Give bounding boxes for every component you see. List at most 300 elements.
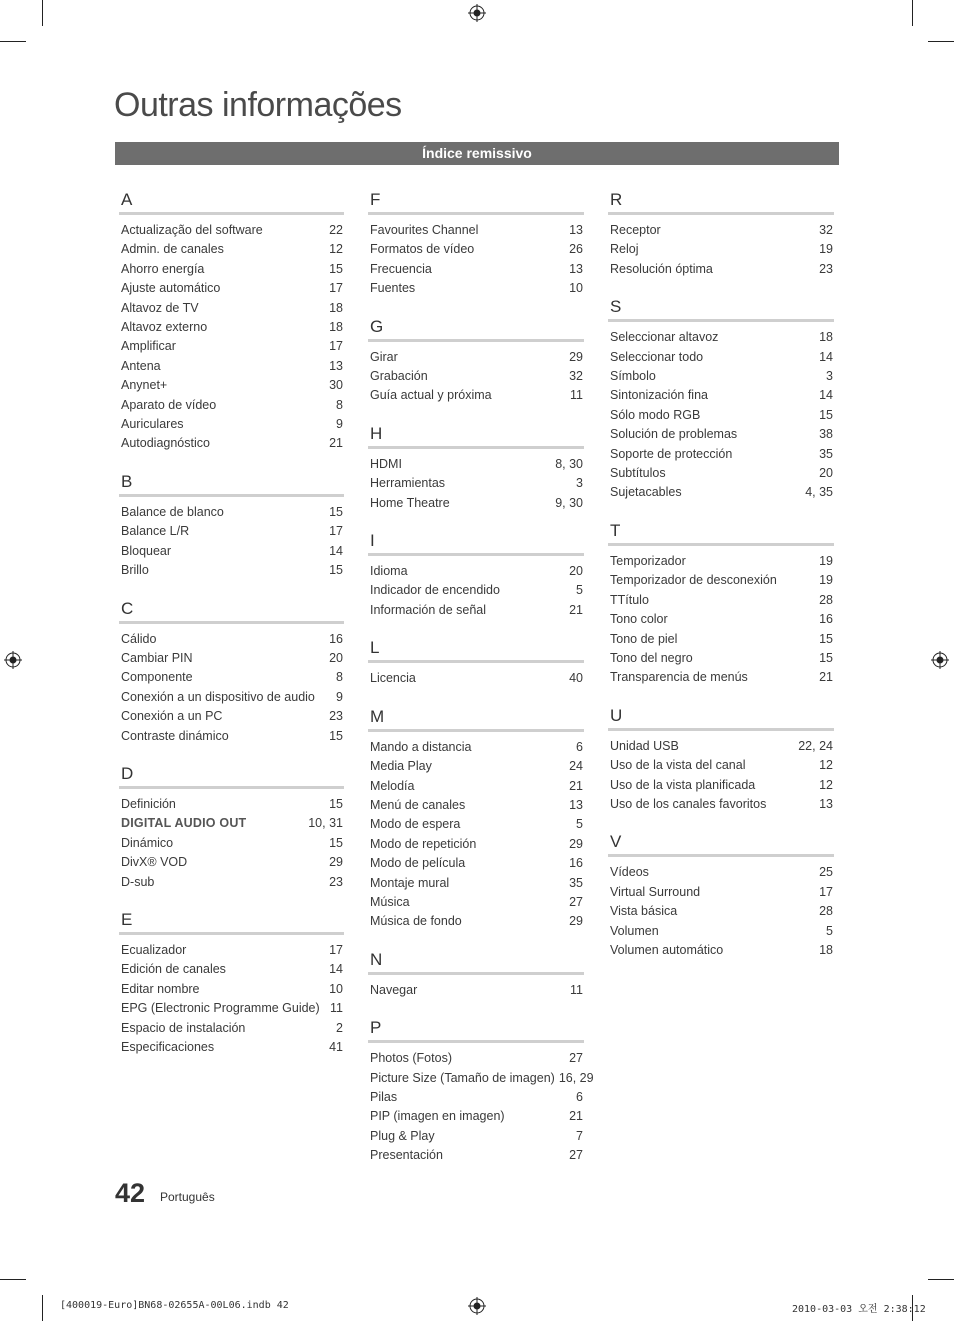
index-section-p <box>368 1018 594 1165</box>
index-entry <box>368 494 584 513</box>
index-letter-heading: P <box>368 1018 584 1043</box>
index-entry-term: Sintonización fina <box>610 388 708 403</box>
index-entry-term: Girar <box>370 349 398 364</box>
index-entry-term: Música <box>370 894 410 909</box>
index-entry <box>119 522 344 541</box>
crop-mark <box>42 1295 43 1321</box>
index-entry <box>368 1146 584 1165</box>
index-entry-page: 12 <box>819 758 833 773</box>
index-entry-term: Conexión a un PC <box>121 709 223 724</box>
index-entry-page: 9, 30 <box>555 495 583 510</box>
index-entry-term: Temporizador de desconexión <box>610 573 777 588</box>
index-entry-page: 40 <box>569 671 583 686</box>
index-entry-page: 21 <box>569 602 583 617</box>
crop-mark <box>0 1279 26 1280</box>
index-entry <box>119 415 344 434</box>
index-letter-heading: H <box>368 424 584 449</box>
index-entry-term: Amplificar <box>121 339 176 354</box>
index-entry-page: 32 <box>569 369 583 384</box>
index-entry-term: Virtual Surround <box>610 884 701 899</box>
index-entry-page: 5 <box>576 817 583 832</box>
index-column-3 <box>608 190 834 978</box>
index-entry-term: Ajuste automático <box>121 281 221 296</box>
index-entry-page: 15 <box>329 563 343 578</box>
index-entry-term: Conexión a un dispositivo de audio <box>121 689 315 704</box>
index-entry-page: 20 <box>819 466 833 481</box>
index-letter-heading: F <box>368 190 584 215</box>
index-section-f <box>368 190 584 299</box>
index-entry <box>608 756 834 775</box>
index-entry-term: Resolución óptima <box>610 261 713 276</box>
index-entry-term: Mando a distancia <box>370 739 472 754</box>
index-entry <box>119 299 344 318</box>
index-entry-page: 13 <box>569 797 583 812</box>
index-entry-page: 28 <box>819 904 833 919</box>
index-entry-term: Admin. de canales <box>121 242 224 257</box>
index-entry <box>368 1088 584 1107</box>
index-entry-term: Frecuencia <box>370 261 432 276</box>
index-entry-page: 21 <box>819 670 833 685</box>
index-entry-page: 29 <box>569 836 583 851</box>
index-entry-page: 17 <box>329 942 343 957</box>
index-entry-term: Cálido <box>121 631 157 646</box>
index-entry-page: 6 <box>576 739 583 754</box>
index-entry <box>119 1038 344 1057</box>
index-entry-term: Licencia <box>370 671 416 686</box>
index-entry-term: Tono color <box>610 612 668 627</box>
index-entry <box>119 434 344 453</box>
index-entry-page: 19 <box>819 553 833 568</box>
index-entry <box>608 221 834 240</box>
crop-mark <box>928 1279 954 1280</box>
index-entry <box>368 777 584 796</box>
index-entry-term: Grabación <box>370 369 428 384</box>
index-entry-term: Editar nombre <box>121 981 200 996</box>
index-entry-page: 15 <box>819 407 833 422</box>
index-entry <box>119 561 344 580</box>
index-entry <box>119 396 344 415</box>
index-entry-term: Dinámico <box>121 835 174 850</box>
index-entry-term: Símbolo <box>610 369 656 384</box>
index-entry <box>608 795 834 814</box>
index-entry-page: 17 <box>329 524 343 539</box>
index-entry-page: 16 <box>569 856 583 871</box>
index-entry-term: Temporizador <box>610 553 686 568</box>
index-entry-term: Modo de espera <box>370 817 461 832</box>
index-entry <box>608 610 834 629</box>
index-entry <box>368 221 584 240</box>
page-title: Outras informações <box>114 86 402 124</box>
index-entry-term: PIP (imagen en imagen) <box>370 1109 505 1124</box>
index-section-a <box>119 190 344 454</box>
index-entry-page: 7 <box>576 1128 583 1143</box>
index-entry-term: Edición de canales <box>121 962 226 977</box>
index-section-v <box>608 832 834 960</box>
index-entry <box>368 669 584 688</box>
index-entry-term: Aparato de vídeo <box>121 397 217 412</box>
index-entry-page: 18 <box>819 330 833 345</box>
index-entry-term: Especificaciones <box>121 1040 215 1054</box>
index-entry-page: 28 <box>819 592 833 607</box>
index-entry-term: TTítulo <box>610 592 649 607</box>
index-entry <box>608 328 834 347</box>
index-entry-page: 16 <box>819 612 833 627</box>
index-entry <box>119 260 344 279</box>
index-entry <box>368 893 584 912</box>
index-entry-page: 27 <box>569 894 583 909</box>
index-entry-page: 15 <box>329 261 343 276</box>
index-entry-term: Información de señal <box>370 602 487 617</box>
index-entry-term: Subtítulos <box>610 466 666 481</box>
index-entry-page: 32 <box>819 223 833 237</box>
index-entry-page: 13 <box>819 796 833 811</box>
index-entry <box>368 260 584 279</box>
index-entry-term: Altavoz de TV <box>121 300 199 315</box>
index-entry-term: Home Theatre <box>370 495 450 510</box>
index-entry <box>608 922 834 941</box>
index-entry <box>608 367 834 386</box>
index-entry-page: 8 <box>336 397 343 412</box>
index-entry-term: Espacio de instalación <box>121 1020 246 1035</box>
index-entry-term: Menú de canales <box>370 797 466 812</box>
index-entry <box>119 960 344 979</box>
index-letter-heading: L <box>368 638 584 663</box>
registration-mark-icon <box>931 651 949 669</box>
index-entry-page: 20 <box>329 650 343 665</box>
index-entry <box>608 552 834 571</box>
index-entry <box>119 999 344 1018</box>
index-letter-heading: B <box>119 472 344 497</box>
index-entry <box>368 1049 584 1068</box>
index-section-g <box>368 317 584 406</box>
index-entry-term: Fuentes <box>370 281 416 296</box>
index-section-n <box>368 950 584 1000</box>
index-entry <box>368 981 584 1000</box>
index-entry-term: Tono de piel <box>610 631 678 646</box>
index-entry-page: 15 <box>819 631 833 646</box>
index-entry <box>368 240 584 259</box>
index-entry-term: Unidad USB <box>610 738 679 753</box>
index-entry-term: Indicador de encendido <box>370 583 500 598</box>
index-entry <box>608 863 834 882</box>
index-entry-page: 6 <box>576 1089 583 1104</box>
index-entry-page: 3 <box>826 369 833 384</box>
index-entry-page: 17 <box>819 884 833 899</box>
index-letter-heading: V <box>608 832 834 857</box>
index-entry-term: Seleccionar altavoz <box>610 330 719 345</box>
index-letter-heading: A <box>119 190 344 215</box>
index-entry <box>608 445 834 464</box>
index-entry-term: Volumen automático <box>610 942 724 957</box>
index-entry <box>119 814 344 833</box>
index-entry <box>119 376 344 395</box>
index-entry-term: EPG (Electronic Programme Guide) <box>121 1001 320 1016</box>
index-entry-term: Media Play <box>370 759 432 774</box>
index-entry-page: 11 <box>330 1001 343 1016</box>
index-entry-page: 14 <box>819 349 833 364</box>
index-entry <box>368 874 584 893</box>
index-column-1 <box>119 190 344 1075</box>
index-section-r <box>608 190 834 279</box>
index-entry-term: Seleccionar todo <box>610 349 704 364</box>
index-entry <box>119 707 344 726</box>
index-entry-page: 19 <box>819 242 833 257</box>
index-entry <box>119 240 344 259</box>
index-entry-page: 17 <box>329 281 343 296</box>
index-entry-term: Ecualizador <box>121 942 187 957</box>
index-entry-page: 10 <box>569 281 583 296</box>
index-entry-page: 13 <box>329 358 343 373</box>
index-entry-term: Uso de la vista del canal <box>610 758 746 773</box>
index-entry-term: Reloj <box>610 242 639 257</box>
index-entry-page: 10, 31 <box>308 816 343 831</box>
index-entry-term: Componente <box>121 670 193 685</box>
index-entry-term: Uso de los canales favoritos <box>610 796 767 811</box>
index-entry <box>368 601 584 620</box>
index-entry <box>368 279 584 298</box>
index-entry-page: 23 <box>819 261 833 276</box>
index-letter-heading: G <box>368 317 584 342</box>
index-letter-heading: N <box>368 950 584 975</box>
index-entry-page: 25 <box>819 865 833 880</box>
index-entry-page: 16 <box>329 631 343 646</box>
index-entry-page: 24 <box>569 759 583 774</box>
index-entry-page: 10 <box>329 981 343 996</box>
index-entry-term: Cambiar PIN <box>121 650 193 665</box>
index-section-b <box>119 472 344 581</box>
index-entry <box>368 367 584 386</box>
index-entry-term: Favourites Channel <box>370 223 479 237</box>
index-entry <box>368 1107 584 1126</box>
index-entry-term: Pilas <box>370 1089 398 1104</box>
index-entry-term: Receptor <box>610 223 661 237</box>
index-entry-page: 29 <box>569 349 583 364</box>
index-entry-page: 27 <box>569 1051 583 1066</box>
index-entry <box>608 406 834 425</box>
index-entry <box>119 941 344 960</box>
index-entry-term: D-sub <box>121 874 155 889</box>
index-letter-heading: E <box>119 910 344 935</box>
index-entry-page: 21 <box>569 778 583 793</box>
index-entry <box>368 738 584 757</box>
index-entry-page: 30 <box>329 378 343 393</box>
index-entry-term: Transparencia de menús <box>610 670 748 685</box>
index-entry <box>608 483 834 502</box>
index-entry-page: 14 <box>329 962 343 977</box>
index-entry-term: DivX® VOD <box>121 855 188 870</box>
index-entry-page: 23 <box>329 874 343 889</box>
index-entry-page: 15 <box>329 728 343 743</box>
index-entry-page: 20 <box>569 564 583 579</box>
index-entry <box>368 386 584 405</box>
index-letter-heading: I <box>368 531 584 556</box>
index-entry <box>119 503 344 522</box>
index-section-s <box>608 297 834 503</box>
index-entry <box>608 260 834 279</box>
index-entry-term: Presentación <box>370 1148 443 1163</box>
index-entry-term: Modo de película <box>370 856 466 871</box>
index-entry <box>119 980 344 999</box>
index-entry-page: 38 <box>819 427 833 442</box>
index-entry <box>368 474 584 493</box>
index-section-e <box>119 910 344 1057</box>
index-entry-page: 29 <box>329 855 343 870</box>
index-entry-page: 13 <box>569 223 583 237</box>
index-entry-page: 18 <box>329 320 343 335</box>
index-entry-term: Idioma <box>370 564 408 579</box>
index-entry <box>608 240 834 259</box>
index-entry-page: 5 <box>576 583 583 598</box>
index-entry <box>608 425 834 444</box>
index-entry-page: 2 <box>336 1020 343 1035</box>
registration-mark-icon <box>468 4 486 22</box>
index-entry <box>119 1019 344 1038</box>
index-entry-term: Contraste dinámico <box>121 728 229 743</box>
index-entry-term: Auriculares <box>121 417 184 432</box>
index-entry-term: Plug & Play <box>370 1128 435 1143</box>
index-entry-term: Sujetacables <box>610 485 682 500</box>
index-entry-page: 17 <box>329 339 343 354</box>
index-entry-page: 22 <box>329 223 343 237</box>
index-entry-page: 11 <box>570 388 583 403</box>
index-entry <box>608 571 834 590</box>
index-entry-term: Navegar <box>370 982 418 997</box>
index-entry-page: 18 <box>329 300 343 315</box>
index-section-m <box>368 707 584 932</box>
index-entry <box>608 883 834 902</box>
index-entry-term: Solución de problemas <box>610 427 738 442</box>
page-number: 42 <box>115 1178 146 1208</box>
index-entry-term: Guía actual y próxima <box>370 388 492 403</box>
index-entry-term: Anynet+ <box>121 378 168 393</box>
index-letter-heading: R <box>608 190 834 215</box>
crop-mark <box>928 41 954 42</box>
index-entry-term: Actualização del software <box>121 223 263 237</box>
index-entry-page: 21 <box>569 1109 583 1124</box>
index-entry-term: Brillo <box>121 563 149 578</box>
index-entry-term: Música de fondo <box>370 914 462 929</box>
index-entry-page: 19 <box>819 573 833 588</box>
index-entry-term: Bloquear <box>121 543 172 558</box>
index-entry <box>119 873 344 892</box>
index-entry <box>119 318 344 337</box>
index-section-h <box>368 424 584 513</box>
index-entry <box>368 815 584 834</box>
index-section-l <box>368 638 584 688</box>
index-entry <box>119 630 344 649</box>
index-entry-page: 4, 35 <box>805 485 833 500</box>
index-entry-page: 29 <box>569 914 583 929</box>
index-entry-term: Definición <box>121 796 176 811</box>
index-entry-page: 3 <box>576 476 583 491</box>
index-entry <box>368 835 584 854</box>
print-file-info: [400019-Euro]BN68-02655A-00L06.indb 42 <box>60 1300 289 1311</box>
index-entry <box>119 357 344 376</box>
index-entry <box>368 348 584 367</box>
index-entry-term: Balance de blanco <box>121 504 224 519</box>
index-entry <box>368 1127 584 1146</box>
index-entry <box>608 348 834 367</box>
index-entry-page: 5 <box>826 923 833 938</box>
index-entry-term: Melodía <box>370 778 415 793</box>
index-entry-page: 15 <box>819 650 833 665</box>
index-letter-heading: U <box>608 706 834 731</box>
index-section-t <box>608 521 834 688</box>
index-entry-page: 8, 30 <box>555 456 583 471</box>
index-entry-term: Altavoz externo <box>121 320 208 335</box>
index-entry-page: 23 <box>329 709 343 724</box>
index-entry-term: Soporte de protección <box>610 446 733 461</box>
page-language: Português <box>160 1190 215 1204</box>
index-entry-page: 15 <box>329 835 343 850</box>
index-entry-page: 11 <box>570 982 583 997</box>
index-entry <box>368 912 584 931</box>
registration-mark-icon <box>4 651 22 669</box>
index-entry-page: 14 <box>819 388 833 403</box>
index-entry <box>368 757 584 776</box>
index-entry-term: Modo de repetición <box>370 836 477 851</box>
index-entry-term: Sólo modo RGB <box>610 407 701 422</box>
index-entry-term: Antena <box>121 358 161 373</box>
index-entry <box>119 221 344 240</box>
index-letter-heading: C <box>119 599 344 624</box>
index-entry <box>119 688 344 707</box>
index-entry <box>368 1069 594 1088</box>
index-entry-page: 26 <box>569 242 583 257</box>
index-entry <box>608 737 834 756</box>
index-entry <box>608 464 834 483</box>
index-entry <box>119 668 344 687</box>
index-entry <box>368 581 584 600</box>
section-banner: Índice remissivo <box>115 142 839 165</box>
index-entry-page: 35 <box>819 446 833 461</box>
crop-mark <box>0 41 26 42</box>
index-entry <box>119 727 344 746</box>
index-entry-term: Volumen <box>610 923 659 938</box>
index-entry-term: Uso de la vista planificada <box>610 777 756 792</box>
index-section-c <box>119 599 344 746</box>
index-entry <box>368 854 584 873</box>
index-entry <box>608 649 834 668</box>
index-entry <box>608 591 834 610</box>
index-entry <box>608 386 834 405</box>
index-entry-term: Formatos de vídeo <box>370 242 475 257</box>
index-letter-heading: M <box>368 707 584 732</box>
index-section-u <box>608 706 834 815</box>
registration-mark-icon <box>468 1297 486 1315</box>
index-entry-page: 35 <box>569 875 583 890</box>
index-entry-term: Montaje mural <box>370 875 450 890</box>
index-column-2 <box>368 190 594 1184</box>
index-entry-term: Picture Size (Tamaño de imagen) <box>370 1070 555 1085</box>
index-entry-term: Vista básica <box>610 904 678 919</box>
index-entry-term: Tono del negro <box>610 650 693 665</box>
index-entry-page: 41 <box>329 1040 343 1054</box>
index-entry-page: 15 <box>329 504 343 519</box>
index-entry <box>608 668 834 687</box>
index-entry-term: Photos (Fotos) <box>370 1051 452 1066</box>
index-entry-page: 14 <box>329 543 343 558</box>
index-entry <box>608 902 834 921</box>
index-section-d <box>119 764 344 892</box>
index-entry <box>368 562 584 581</box>
print-timestamp: 2010-03-03 오전 2:38:12 <box>792 1304 926 1315</box>
index-letter-heading: T <box>608 521 834 546</box>
index-entry <box>119 795 344 814</box>
index-letter-heading: D <box>119 764 344 789</box>
index-entry-page: 27 <box>569 1148 583 1163</box>
index-entry-term: HDMI <box>370 456 402 471</box>
